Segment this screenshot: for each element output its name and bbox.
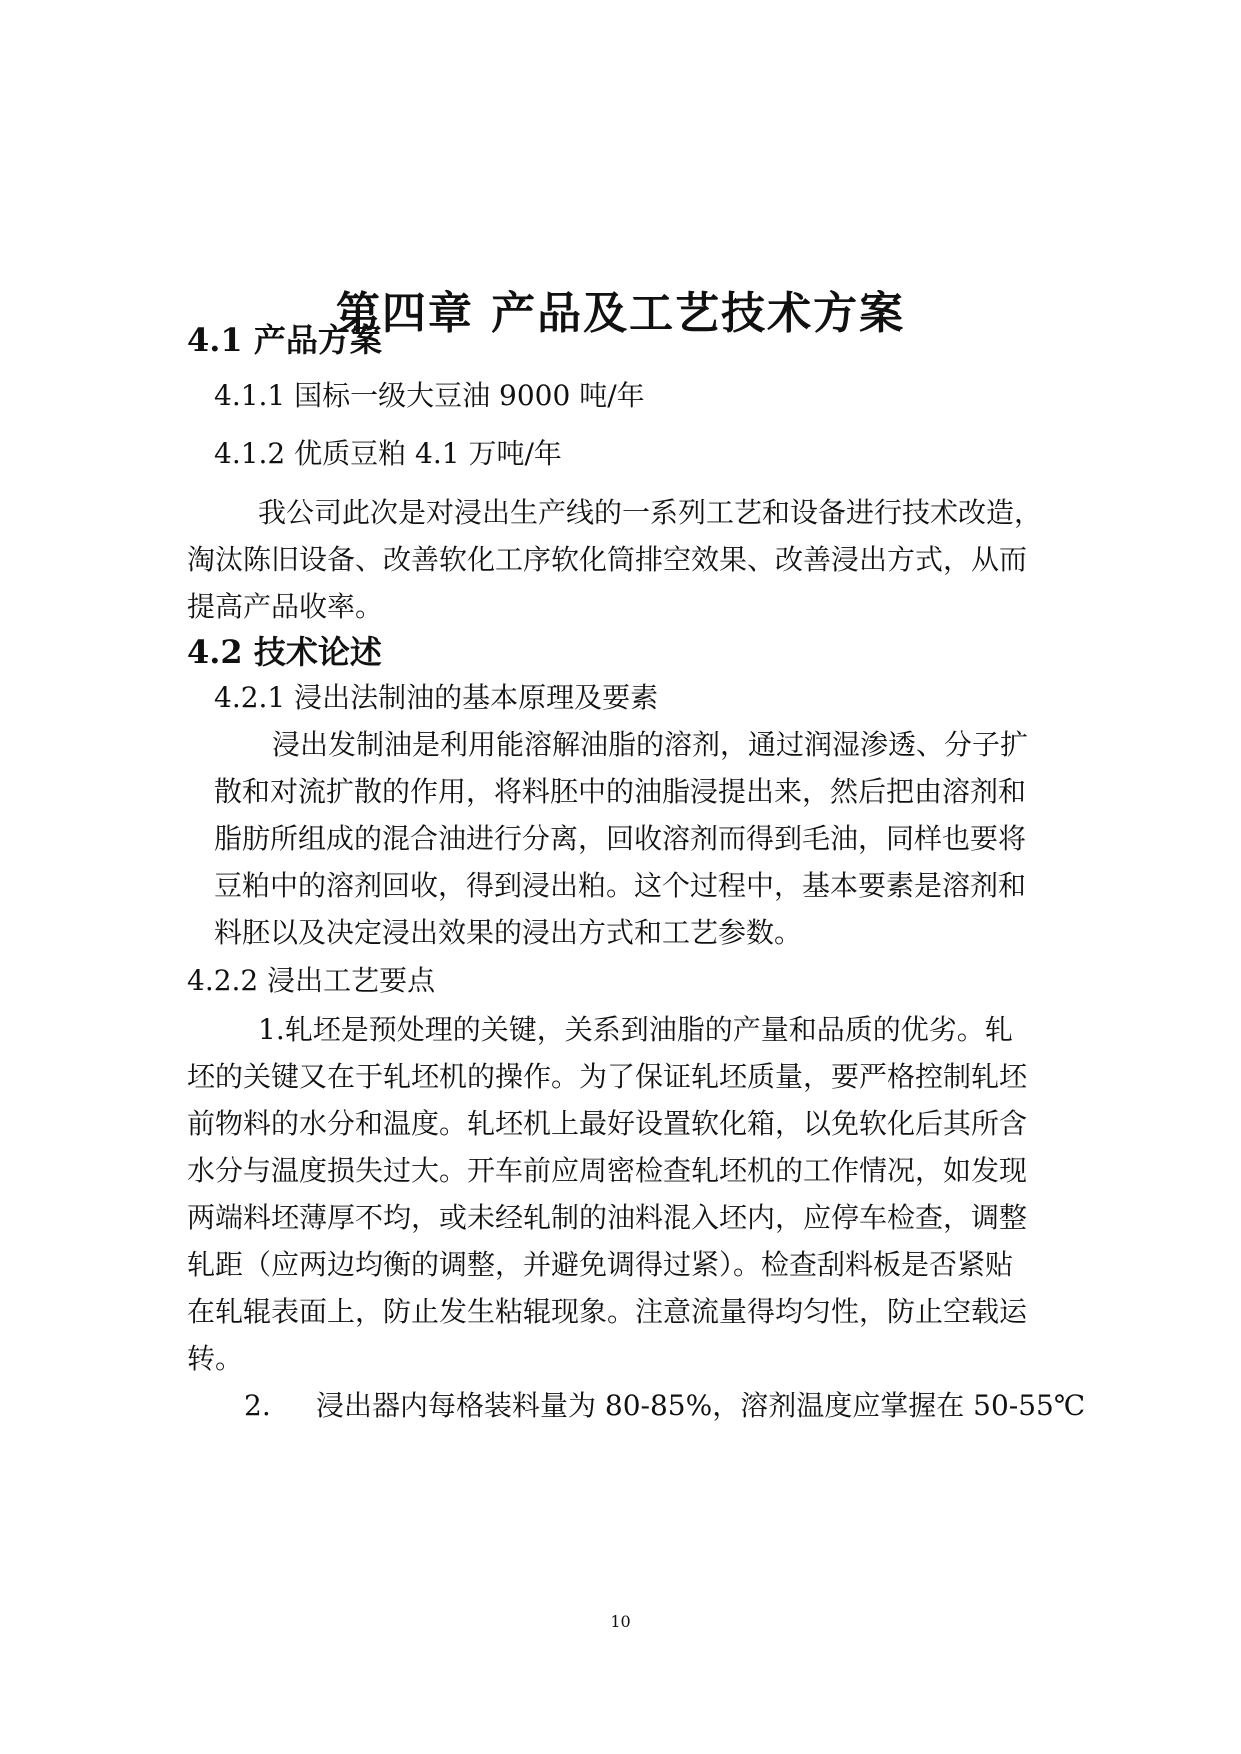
paragraph-line: 散和对流扩散的作用，将料胚中的油脂浸提出来，然后把由溶剂和 xyxy=(214,775,1027,808)
paragraph-line: 脂肪所组成的混合油进行分离，回收溶剂而得到毛油，同样也要将 xyxy=(214,822,1027,855)
paragraph-line: 淘汰陈旧设备、改善软化工序软化筒排空效果、改善浸出方式，从而 xyxy=(187,543,1028,576)
paragraph-line: 两端料坯薄厚不均，或未经轧制的油料混入坯内，应停车检查，调整 xyxy=(187,1201,1028,1234)
item-4-1-1: 4.1.1 国标一级大豆油 9000 吨/年 xyxy=(214,379,645,412)
paragraph-line: 在轧辊表面上，防止发生粘辊现象。注意流量得均匀性，防止空载运 xyxy=(187,1295,1028,1328)
paragraph-line: 坯的关键又在于轧坯机的操作。为了保证轧坯质量，要严格控制轧坯 xyxy=(187,1060,1028,1093)
section-4-2-heading: 4.2 技术论述 xyxy=(187,633,382,671)
section-4-1-heading: 4.1 产品方案 xyxy=(187,321,382,359)
paragraph-line: 水分与温度损失过大。开车前应周密检查轧坯机的工作情况，如发现 xyxy=(187,1154,1028,1187)
paragraph-line: 转。 xyxy=(187,1342,244,1375)
paragraph-line: 前物料的水分和温度。轧坯机上最好设置软化箱，以免软化后其所含 xyxy=(187,1107,1028,1140)
chapter-title: 第四章 产品及工艺技术方案 xyxy=(335,288,906,339)
paragraph-line: 提高产品收率。 xyxy=(187,590,384,623)
subsection-4-2-2: 4.2.2 浸出工艺要点 xyxy=(187,964,436,997)
paragraph-line: 浸出发制油是利用能溶解油脂的溶剂，通过润湿渗透、分子扩 xyxy=(272,728,1029,761)
list-item-number: 2. xyxy=(244,1389,271,1422)
paragraph-line: 料胚以及决定浸出效果的浸出方式和工艺参数。 xyxy=(214,916,803,949)
list-item-text: 浸出器内每格装料量为 80-85%，溶剂温度应掌握在 50-55℃ xyxy=(316,1389,1086,1422)
paragraph-line: 豆粕中的溶剂回收，得到浸出粕。这个过程中，基本要素是溶剂和 xyxy=(214,869,1027,902)
subsection-4-2-1: 4.2.1 浸出法制油的基本原理及要素 xyxy=(214,681,659,714)
paragraph-line: 我公司此次是对浸出生产线的一系列工艺和设备进行技术改造， xyxy=(258,496,1043,529)
paragraph-line: 1.轧坯是预处理的关键，关系到油脂的产量和品质的优劣。轧 xyxy=(258,1013,1013,1046)
paragraph-line: 轧距（应两边均衡的调整，并避免调得过紧）。检查刮料板是否紧贴 xyxy=(187,1248,1014,1281)
page-number: 10 xyxy=(610,1612,631,1631)
item-4-1-2: 4.1.2 优质豆粕 4.1 万吨/年 xyxy=(214,437,562,470)
